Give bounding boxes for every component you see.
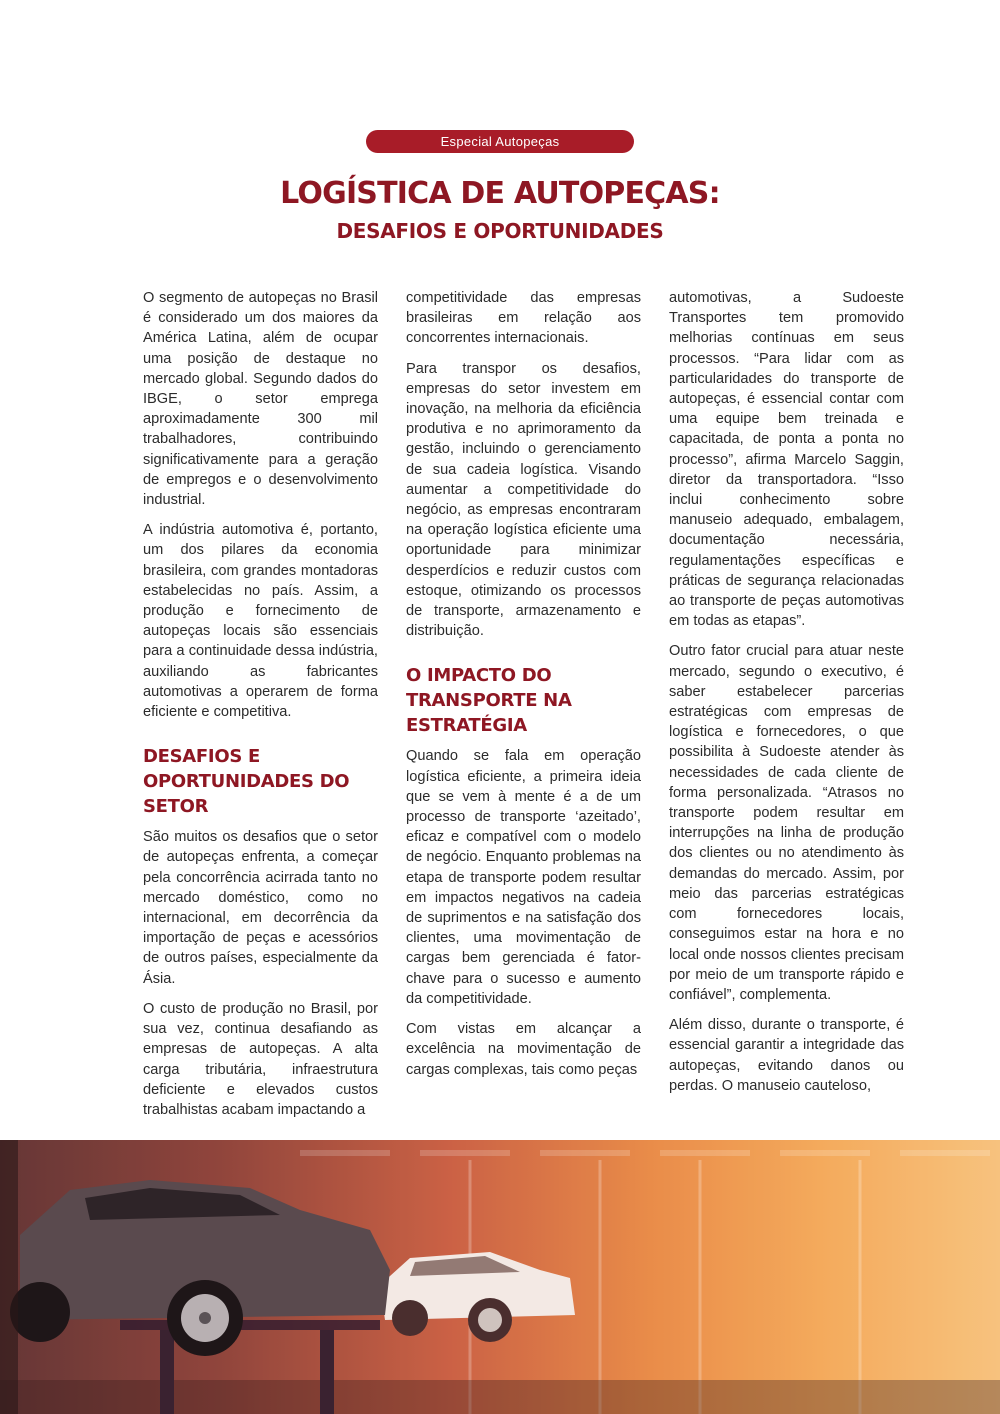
- text-column-2: [406, 288, 641, 1090]
- paragraph: automotivas, a Sudoeste Transportes tem promovido melhorias contínuas em seus processos. “Para lidar com as particularidades do transporte de autopeças, é essencial contar com uma equipe bem treinada e capacitada, de ponta a ponta no processo”, afirma Marcelo Saggin, diretor da transportadora. “Isso inclui conhecimento sobre manuseio adequado, embalagem, documentação necessária, regulamentações específicas e práticas de segurança relacionadas ao transporte de peças automotivas em todas as etapas”.: [669, 290, 904, 630]
- section-heading: O IMPACTO DO TRANSPORTE NA ESTRATÉGIA: [406, 665, 572, 737]
- paragraph: A indústria automotiva é, portanto, um dos pilares da economia brasileira, com grandes montadoras estabelecidas no país. Assim, a produção e fornecimento de autopeças locais são essenciais para a continuidade dessa indústria, auxiliando as fabricantes automotivas a operarem de forma eficiente e competitiva.: [143, 522, 378, 721]
- paragraph: Outro fator crucial para atuar neste mercado, segundo o executivo, é saber estabelecer parcerias estratégicas com empresas de logística e fornecedores, o que possibilita à Sudoeste atender às necessidades de cada cliente de forma personalizada. “Atrasos no transporte podem resultar em interrupções na linha de produção dos clientes ou no atendimento às demandas do mercado. Assim, por meio das parcerias estratégicas com fornecedores locais, conseguimos estar na hora e no local onde nossos clientes precisam por meio de um transporte rápido e confiável”, complementa.: [669, 643, 904, 1003]
- paragraph: O segmento de autopeças no Brasil é considerado um dos maiores da América Latina, além de ocupar uma posição de destaque no mercado global. Segundo dados do IBGE, o setor emprega aproximadamente 300 mil trabalhadores, contribuindo significativamente para a geração de empregos e o desenvolvimento industrial.: [143, 290, 378, 509]
- section-tag: Especial Autopeças: [366, 130, 634, 153]
- text-column-1: [143, 288, 378, 1130]
- hero-photo-garage: [0, 1140, 1000, 1414]
- page-title: LOGÍSTICA DE AUTOPEÇAS:: [280, 176, 720, 211]
- paragraph: Para transpor os desafios, empresas do setor investem em inovação, na melhoria da eficiência produtiva e no aprimoramento da gestão, incluindo o gerenciamento de sua cadeia logística. Visando aumentar a competitividade do negócio, as empresas encontraram na operação logística eficiente uma oportunidade para minimizar desperdícios e reduzir custos com estoque, otimizando os processos de transporte, armazenamento e distribuição.: [406, 360, 641, 640]
- section-heading: DESAFIOS E OPORTUNIDADES DO SETOR: [143, 746, 350, 818]
- garage-illustration: [0, 1140, 1000, 1414]
- page-subtitle: DESAFIOS E OPORTUNIDADES: [336, 219, 664, 243]
- text-column-3: [669, 288, 904, 1106]
- paragraph: Além disso, durante o transporte, é essencial garantir a integridade das autopeças, evitando danos ou perdas. O manuseio cauteloso,: [669, 1017, 904, 1094]
- paragraph: Quando se fala em operação logística eficiente, a primeira ideia que se vem à mente é a de um processo de transporte ‘azeitado’, eficaz e compatível com o modelo de negócio. Enquanto problemas na etapa de transporte podem resultar em impactos negativos na cadeia de suprimentos e na satisfação dos clientes, uma movimentação de cargas bem gerenciada é fator-chave para o sucesso e aumento da competitividade.: [406, 748, 641, 1007]
- paragraph: São muitos os desafios que o setor de autopeças enfrenta, a começar pela concorrência acirrada tanto no mercado doméstico, como no internacional, em decorrência da importação de peças e acessórios de outros países, especialmente da Ásia.: [143, 829, 378, 987]
- paragraph: competitividade das empresas brasileiras em relação aos concorrentes internacionais.: [406, 290, 641, 347]
- paragraph: O custo de produção no Brasil, por sua vez, continua desafiando as empresas de autopeças. A alta carga tributária, infraestrutura deficiente e elevados custos trabalhistas acabam impactando a: [143, 1000, 378, 1118]
- paragraph: Com vistas em alcançar a excelência na movimentação de cargas complexas, tais como peças: [406, 1021, 641, 1078]
